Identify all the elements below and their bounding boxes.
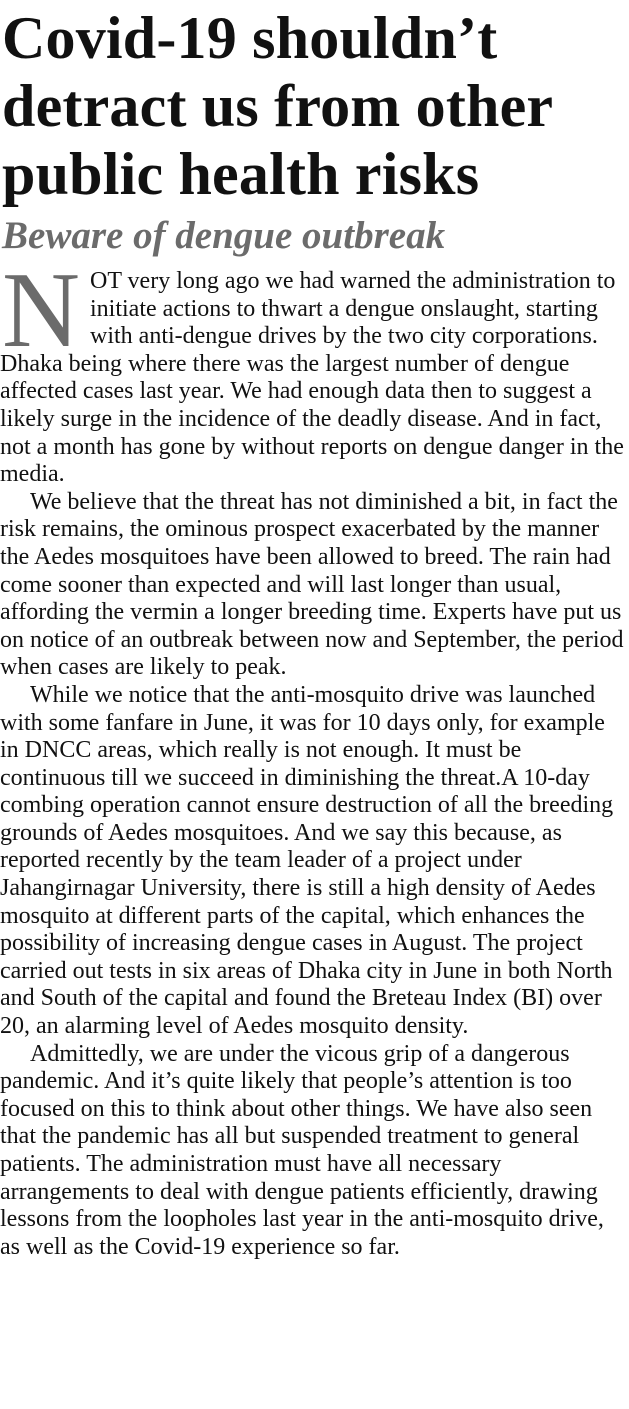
paragraph-3: While we notice that the anti-mosquito drive was launched with some fanfare in June, it was for 10 days only, for example in DNCC areas, which really is not enough. It must be continuous till we succeed in diminishing the threat.A 10-day combing operation cannot ensure destruction of all the breeding grounds of Aedes mosquitoes. And we say this because, as reported recently by the team leader of a project under Jahangirnagar University, there is still a high density of Aedes mosquito at different parts of the capital, which enhances the possibility of increasing dengue cases in August. The project carried out tests in six areas of Dhaka city in June in both North and South of the capital and found the Breteau Index (BI) over 20, an alarming level of Aedes mosquito density. [0,681,614,1040]
headline: Covid-19 shouldn’t detract us from other public health risks [2,5,553,207]
article-body [0,251,629,1261]
paragraph-1 [0,251,629,489]
subheadline: Beware of dengue outbreak [2,214,446,257]
paragraph-1-text: OT very long ago we had warned the administration to initiate actions to thwart a dengue onslaught, starting with anti-dengue drives by the two city corporations. Dhaka being where there was the largest number of dengue affected cases last year. We had enough data then to suggest a likely surge in the incidence of the deadly disease. And in fact, not a month has gone by without reports on dengue danger in the media. [0,268,624,488]
paragraph-4: Admittedly, we are under the vicous grip of a dangerous pandemic. And it’s quite likely that people’s attention is too focused on this to think about other things. We have also seen that the pandemic has all but suspended treatment to general patients. The administration must have all necessary arrangements to deal with dengue patients efficiently, drawing lessons from the loopholes last year in the anti-mosquito drive, as well as the Covid-19 experience so far. [0,1040,604,1260]
paragraph-2: We believe that the threat has not diminished a bit, in fact the risk remains, the ominous prospect exacerbated by the manner the Aedes mosquitoes have been allowed to breed. The rain had come sooner than expected and will last longer than usual, affording the vermin a longer breeding time. Experts have put us on notice of an outbreak between now and September, the period when cases are likely to peak. [0,488,624,681]
drop-cap: N [2,251,80,370]
